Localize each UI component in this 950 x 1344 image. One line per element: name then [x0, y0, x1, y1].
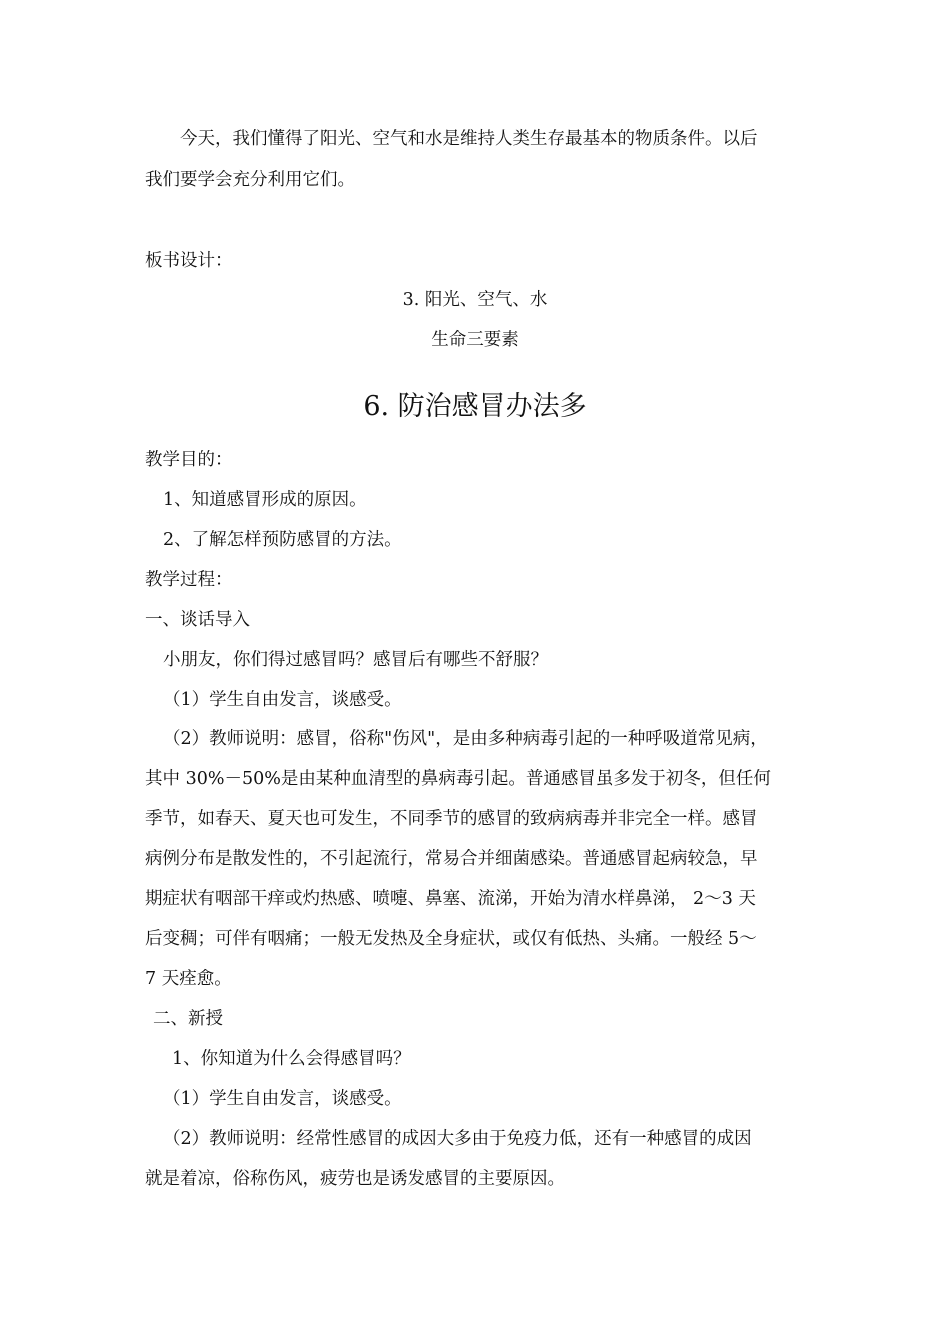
part2-explain-line-1: （2）教师说明：经常性感冒的成因大多由于免疫力低，还有一种感冒的成因	[163, 1129, 752, 1149]
goal-2: 2、了解怎样预防感冒的方法。	[163, 530, 402, 550]
part1-explain-line: 后变稠；可伴有咽痛；一般无发热及全身症状，或仅有低热、头痛。一般经 5～	[145, 929, 757, 949]
lesson-title: 6. 防治感冒办法多	[363, 391, 587, 422]
part1-explain-line: 7 天痊愈。	[145, 969, 232, 989]
goal-1: 1、知道感冒形成的原因。	[163, 490, 367, 510]
process-label: 教学过程：	[145, 570, 233, 590]
conclusion-line-1: 今天，我们懂得了阳光、空气和水是维持人类生存最基本的物质条件。以后	[180, 129, 758, 149]
part1-explain-line: （2）教师说明：感冒，俗称"伤风"，是由多种病毒引起的一种呼吸道常见病，	[163, 729, 768, 749]
board-line-1: 3. 阳光、空气、水	[402, 290, 548, 310]
part2-question-1: 1、你知道为什么会得感冒吗？	[172, 1049, 411, 1069]
part1-explain-line: 其中 30%－50%是由某种血清型的鼻病毒引起。普通感冒虽多发于初冬，但任何	[145, 769, 771, 789]
conclusion-line-2: 我们要学会充分利用它们。	[145, 170, 355, 190]
part1-heading: 一、谈话导入	[145, 610, 250, 630]
goals-label: 教学目的：	[145, 450, 233, 470]
part2-heading: 二、新授	[153, 1009, 223, 1029]
part1-explain-line: 期症状有咽部干痒或灼热感、喷嚏、鼻塞、流涕，开始为清水样鼻涕， 2～3 天	[145, 889, 756, 909]
part1-step1: （1）学生自由发言，谈感受。	[163, 690, 402, 710]
board-design-label: 板书设计：	[145, 251, 233, 271]
part1-explain-line: 病例分布是散发性的，不引起流行，常易合并细菌感染。普通感冒起病较急，早	[145, 849, 758, 869]
board-line-2: 生命三要素	[431, 330, 519, 350]
part1-explain-line: 季节，如春天、夏天也可发生，不同季节的感冒的致病病毒并非完全一样。感冒	[145, 809, 758, 829]
part2-step1: （1）学生自由发言，谈感受。	[163, 1089, 402, 1109]
part2-explain-line-2: 就是着凉，俗称伤风，疲劳也是诱发感冒的主要原因。	[145, 1169, 565, 1189]
part1-question: 小朋友，你们得过感冒吗？感冒后有哪些不舒服？	[163, 650, 548, 670]
